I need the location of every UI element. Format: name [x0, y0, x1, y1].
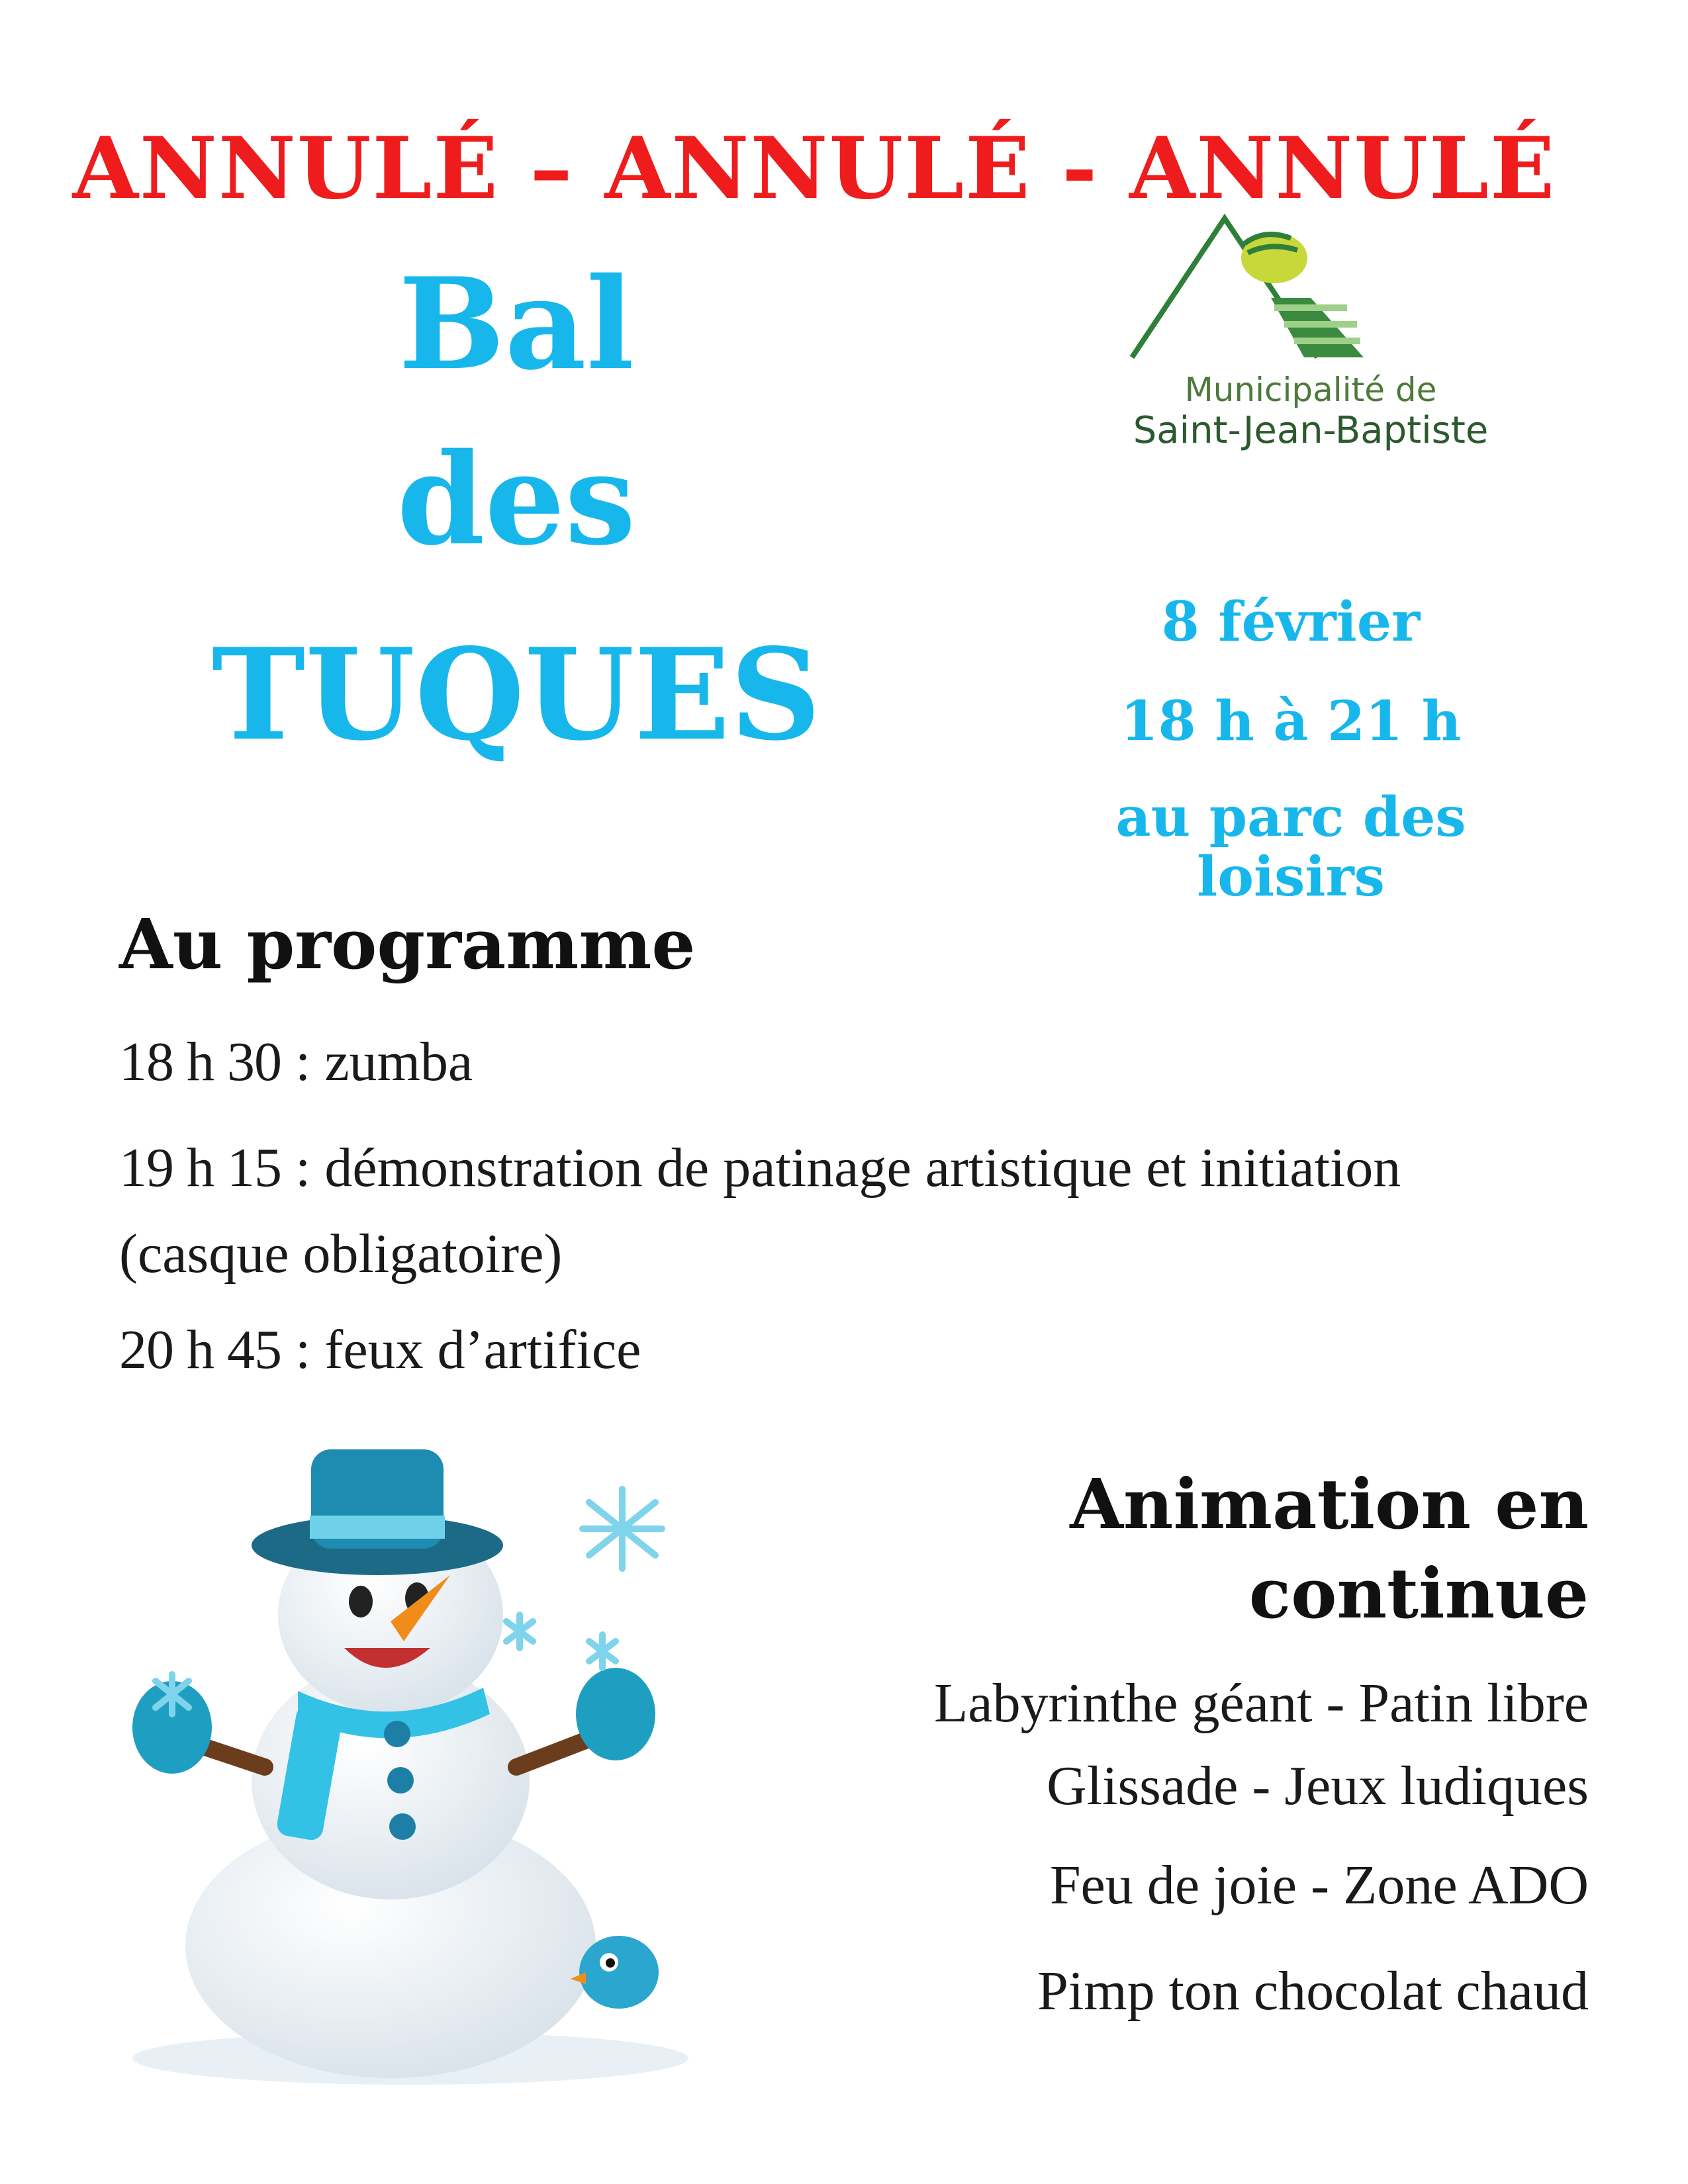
- animation-heading: Animation en continue: [1070, 1463, 1589, 1635]
- program-item: [119, 1125, 1430, 1297]
- title-line-3: TUQUES: [211, 621, 821, 768]
- program-item: [119, 1307, 1443, 1393]
- title-line-1: Bal: [399, 250, 634, 398]
- event-date: 8 février: [1161, 590, 1421, 654]
- program-item: [119, 1019, 1443, 1105]
- cancel-banner: ANNULÉ – ANNULÉ - ANNULÉ: [72, 119, 1556, 218]
- animation-item: Pimp ton chocolat chaud: [1037, 1960, 1589, 2022]
- event-time: 18 h à 21 h: [1120, 690, 1462, 753]
- program-item-desc: feux d’artifice: [324, 1319, 641, 1381]
- program-item-time: 18 h 30: [119, 1031, 281, 1093]
- program-item-separator: :: [281, 1031, 325, 1093]
- animation-item: Glissade - Jeux ludiques: [1047, 1755, 1589, 1817]
- animation-item: Labyrinthe géant - Patin libre: [933, 1672, 1589, 1734]
- program-item-time: 20 h 45: [119, 1319, 281, 1381]
- program-item-desc: démonstration de patinage artistique et initiation (casque obligatoire): [119, 1137, 1401, 1285]
- program-item-desc: zumba: [324, 1031, 473, 1093]
- logo-text-line-2: Saint-Jean-Baptiste: [1133, 409, 1489, 452]
- animation-item: Feu de joie - Zone ADO: [1049, 1854, 1589, 1916]
- event-place: au parc des loisirs: [1115, 786, 1466, 909]
- logo-text-line-1: Municipalité de: [1184, 371, 1437, 409]
- title-line-2: des: [397, 426, 636, 573]
- snowman-icon: [99, 1423, 722, 2085]
- program-item-time: 19 h 15: [119, 1137, 281, 1199]
- program-item-separator: :: [281, 1319, 325, 1381]
- program-heading: Au programme: [119, 903, 696, 985]
- program-item-separator: :: [281, 1137, 325, 1199]
